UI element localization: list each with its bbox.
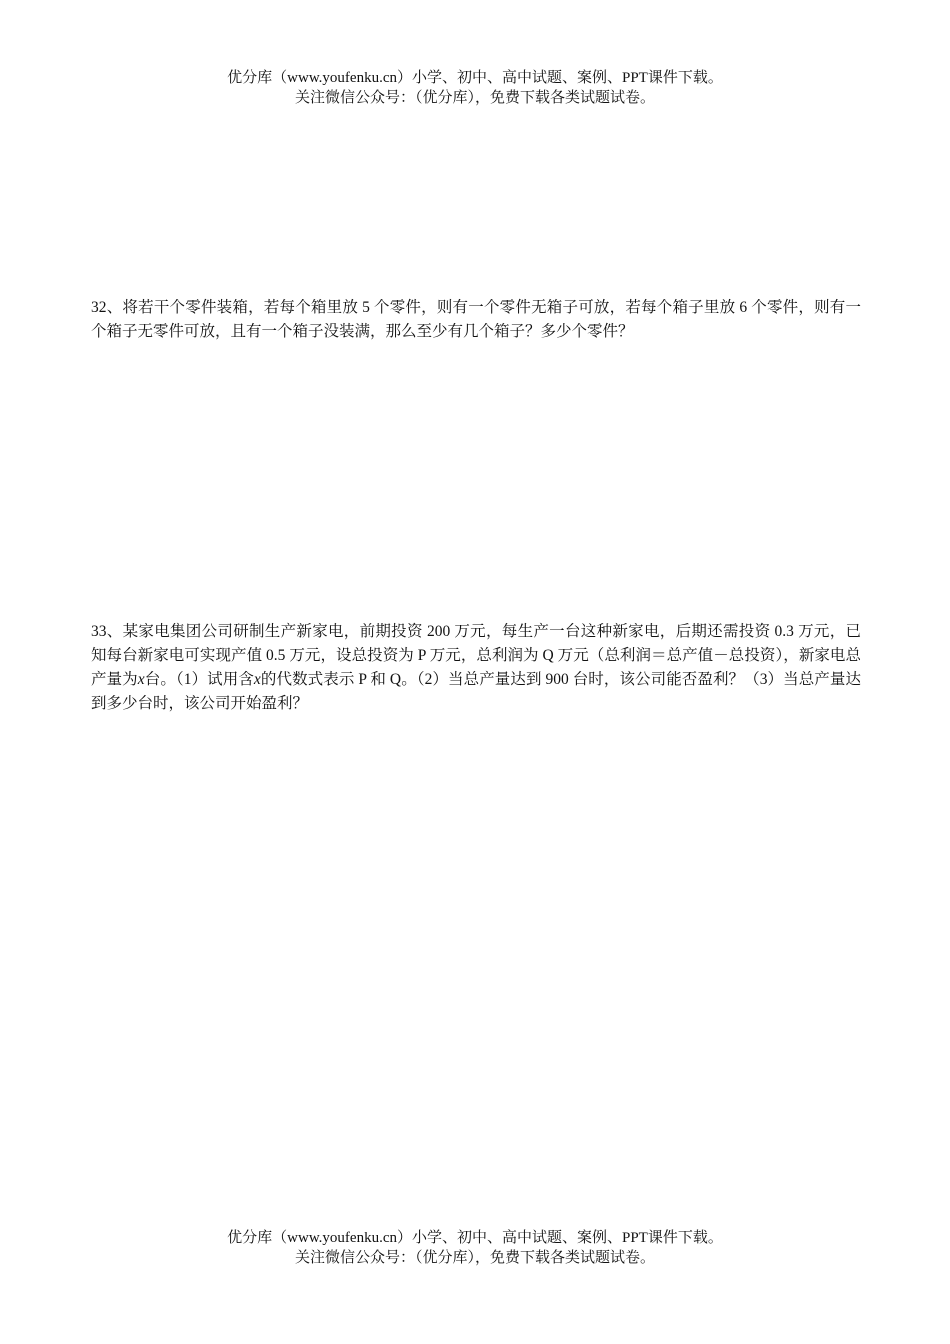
question-32: 32、将若干个零件装箱，若每个箱里放 5 个零件，则有一个零件无箱子可放，若每个箱子里放 6 个零件，则有一个箱子无零件可放，且有一个箱子没装满，那么至少有几个箱子？多少个零件？ [91, 299, 861, 340]
question-33-part-2: 台。（1）试用含 [144, 671, 254, 688]
variable-x: x [253, 671, 261, 688]
footer-line-2: 关注微信公众号：（优分库），免费下载各类试题试卷。 [294, 1250, 655, 1266]
question-33-part-3: 的代数式表示 P 和 Q。（2）当总产量达到 900 台时，该公司能否盈利？（3）当总产量达到多少台时，该公司开始盈利？ [91, 671, 861, 712]
header-line-2: 关注微信公众号：（优分库），免费下载各类试题试卷。 [294, 90, 655, 106]
footer-line-1: 优分库（www.youfenku.cn）小学、初中、高中试题、案例、PPT课件下载。 [227, 1230, 723, 1246]
page-footer [0, 1228, 950, 1268]
variable-x: x [137, 671, 145, 688]
question-33-part-1: 33、某家电集团公司研制生产新家电，前期投资 200 万元，每生产一台这种新家电，后期还需投资 0.3 万元，已知每台新家电可实现产值 0.5 万元，设总投资为 P 万元，总利润为 Q 万元（总利润＝总产值－总投资），新家电总产量为 [91, 623, 861, 688]
question-33 [91, 620, 861, 716]
page-header [0, 68, 950, 108]
header-line-1: 优分库（www.youfenku.cn）小学、初中、高中试题、案例、PPT课件下载。 [227, 70, 723, 86]
